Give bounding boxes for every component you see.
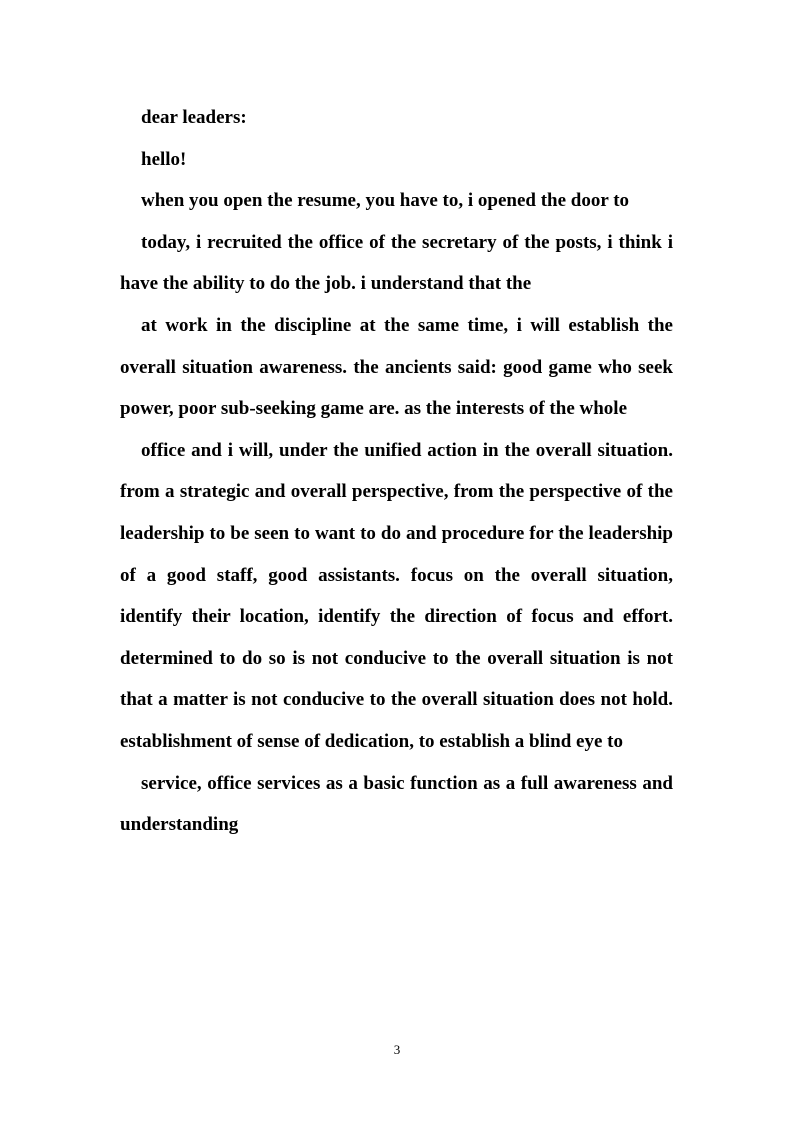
body-paragraph: today, i recruited the office of the secretary of the posts, i think i have the ability to do the job. i understand that the (120, 231, 673, 295)
body-paragraph: service, office services as a basic function as a full awareness and understanding (120, 772, 673, 836)
page-number: 3 (393, 1042, 401, 1057)
body-paragraph: office and i will, under the unified action in the overall situation. from a strategic and overall perspective, from the perspective of the leadership to be seen to want to do and procedure for the leadership of a good staff, good assistants. focus on the overall situation, identify their location, identify the direction of focus and effort. determined to do so is not conducive to the overall situation is not that a matter is not conducive to the overall situation does not hold. establishment of sense of dedication, to establish a blind eye to (120, 439, 673, 752)
greeting-paragraph: hello! (141, 148, 187, 170)
salutation-paragraph: dear leaders: (141, 107, 247, 128)
body-paragraph: when you open the resume, you have to, i opened the door to (141, 190, 630, 212)
body-paragraph: at work in the discipline at the same time, i will establish the overall situation awareness. the ancients said: good game who seek power, poor sub-seeking game are. as the interests of the whole (120, 314, 673, 420)
page-body (120, 97, 673, 846)
